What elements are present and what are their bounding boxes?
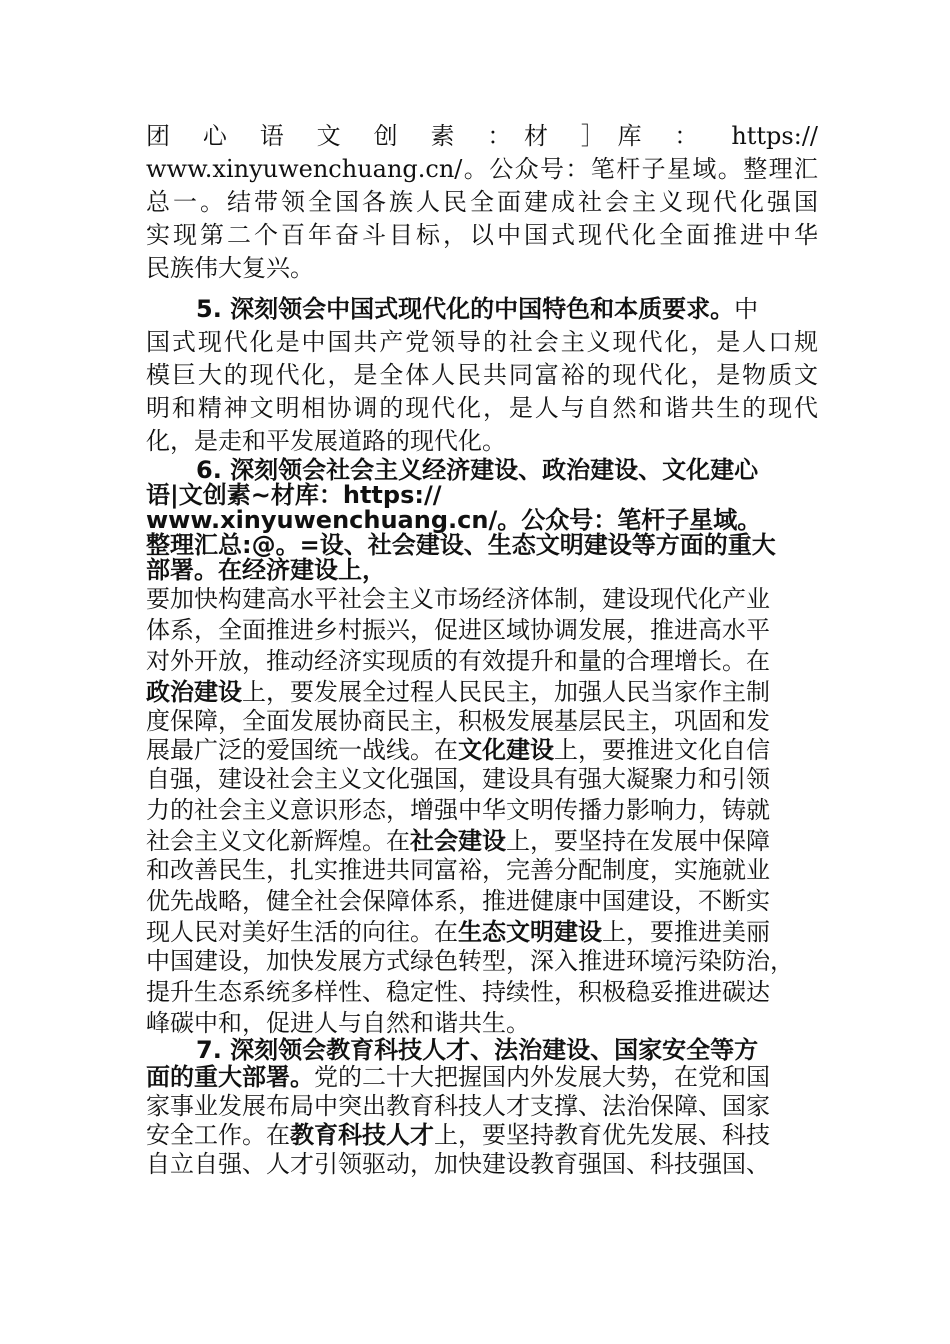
text-line: 面的重大部署。党的二十大把握国内外发展大势，在党和国 bbox=[146, 1063, 770, 1091]
text-line: 展最广泛的爱国统一战线。在文化建设上，要推进文化自信 bbox=[146, 736, 770, 764]
text-line: 体系，全面推进乡村振兴，促进区域协调发展，推进高水平 bbox=[146, 616, 770, 644]
text-line bbox=[146, 293, 818, 326]
section-heading: 整理汇总:@。=设、社会建设、生态文明建设等方面的重大 bbox=[146, 531, 776, 559]
bold-term: 生态文明建设 bbox=[458, 918, 602, 946]
section-heading: 语|文创素~材库：https:// bbox=[146, 481, 442, 509]
text-line: 总一。结带领全国各族人民全面建成社会主义现代化强国 bbox=[146, 188, 818, 216]
text-line: 团 心 语 文 创 素 ：材 ］库 ： https:// bbox=[146, 122, 818, 150]
text-line: 峰碳中和，促进人与自然和谐共生。 bbox=[146, 1009, 530, 1037]
section-heading: 6. 深刻领会社会主义经济建设、政治建设、文化建心 bbox=[196, 456, 759, 484]
bold-term: 社会建设 bbox=[410, 827, 506, 855]
text-line: 自立自强、人才引领驱动，加快建设教育强国、科技强国、 bbox=[146, 1150, 770, 1178]
text-line: 提升生态系统多样性、稳定性、持续性，积极稳妥推进碳达 bbox=[146, 978, 770, 1006]
text-line: 安全工作。在教育科技人才上，要坚持教育优先发展、科技 bbox=[146, 1121, 770, 1149]
text-line: 社会主义文化新辉煌。在社会建设上，要坚持在发展中保障 bbox=[146, 827, 770, 855]
text-line: 对外开放，推动经济实现质的有效提升和量的合理增长。在 bbox=[146, 647, 770, 675]
document-page bbox=[146, 120, 818, 1179]
text-line: 现人民对美好生活的向往。在生态文明建设上，要推进美丽 bbox=[146, 918, 770, 946]
text-line: 政治建设上，要发展全过程人民民主，加强人民当家作主制 bbox=[146, 678, 770, 706]
paragraph-intro bbox=[146, 120, 818, 285]
text-run: 中 bbox=[734, 295, 759, 323]
section-heading: 7. 深刻领会教育科技人才、法治建设、国家安全等方 bbox=[196, 1036, 759, 1064]
text-line: 度保障，全面发展协商民主，积极发展基层民主，巩固和发 bbox=[146, 707, 770, 735]
section-heading: 部署。在经济建设上， bbox=[146, 556, 386, 584]
text-line: 优先战略，健全社会保障体系，推进健康中国建设，不断实 bbox=[146, 887, 770, 915]
text-line: 自强，建设社会主义文化强国，建设具有强大凝聚力和引领 bbox=[146, 765, 770, 793]
section-heading: 面的重大部署。 bbox=[146, 1063, 314, 1091]
text-line: 化，是走和平发展道路的现代化。 bbox=[146, 427, 506, 455]
bold-term: 教育科技人才 bbox=[290, 1121, 434, 1149]
text-line: 模巨大的现代化，是全体人民共同富裕的现代化，是物质文 bbox=[146, 361, 818, 389]
text-line: 民族伟大复兴。 bbox=[146, 254, 314, 282]
item-number: 5. bbox=[196, 295, 231, 323]
text-line: 中国建设，加快发展方式绿色转型，深入推进环境污染防治， bbox=[146, 947, 794, 975]
text-line: 力的社会主义意识形态，增强中华文明传播力影响力，铸就 bbox=[146, 796, 770, 824]
paragraph-5 bbox=[146, 293, 818, 458]
text-line: 和改善民生，扎实推进共同富裕，完善分配制度，实施就业 bbox=[146, 856, 770, 884]
section-heading: www.xinyuwenchuang.cn/。公众号：笔杆子星域。 bbox=[146, 506, 762, 534]
paragraph-6 bbox=[146, 458, 818, 1038]
text-line: www.xinyuwenchuang.cn/。公众号：笔杆子星域。整理汇 bbox=[146, 155, 818, 183]
bold-term: 政治建设 bbox=[146, 678, 242, 706]
text-line: 实现第二个百年奋斗目标，以中国式现代化全面推进中华 bbox=[146, 221, 818, 249]
paragraph-7 bbox=[146, 1038, 818, 1179]
text-line: 家事业发展布局中突出教育科技人才支撑、法治保障、国家 bbox=[146, 1092, 770, 1120]
text-line: 明和精神文明相协调的现代化，是人与自然和谐共生的现代 bbox=[146, 394, 818, 422]
text-line: 国式现代化是中国共产党领导的社会主义现代化，是人口规 bbox=[146, 328, 818, 356]
section-heading: 深刻领会中国式现代化的中国特色和本质要求。 bbox=[230, 295, 735, 323]
text-line: 要加快构建高水平社会主义市场经济体制，建设现代化产业 bbox=[146, 585, 770, 613]
bold-term: 文化建设 bbox=[458, 736, 554, 764]
